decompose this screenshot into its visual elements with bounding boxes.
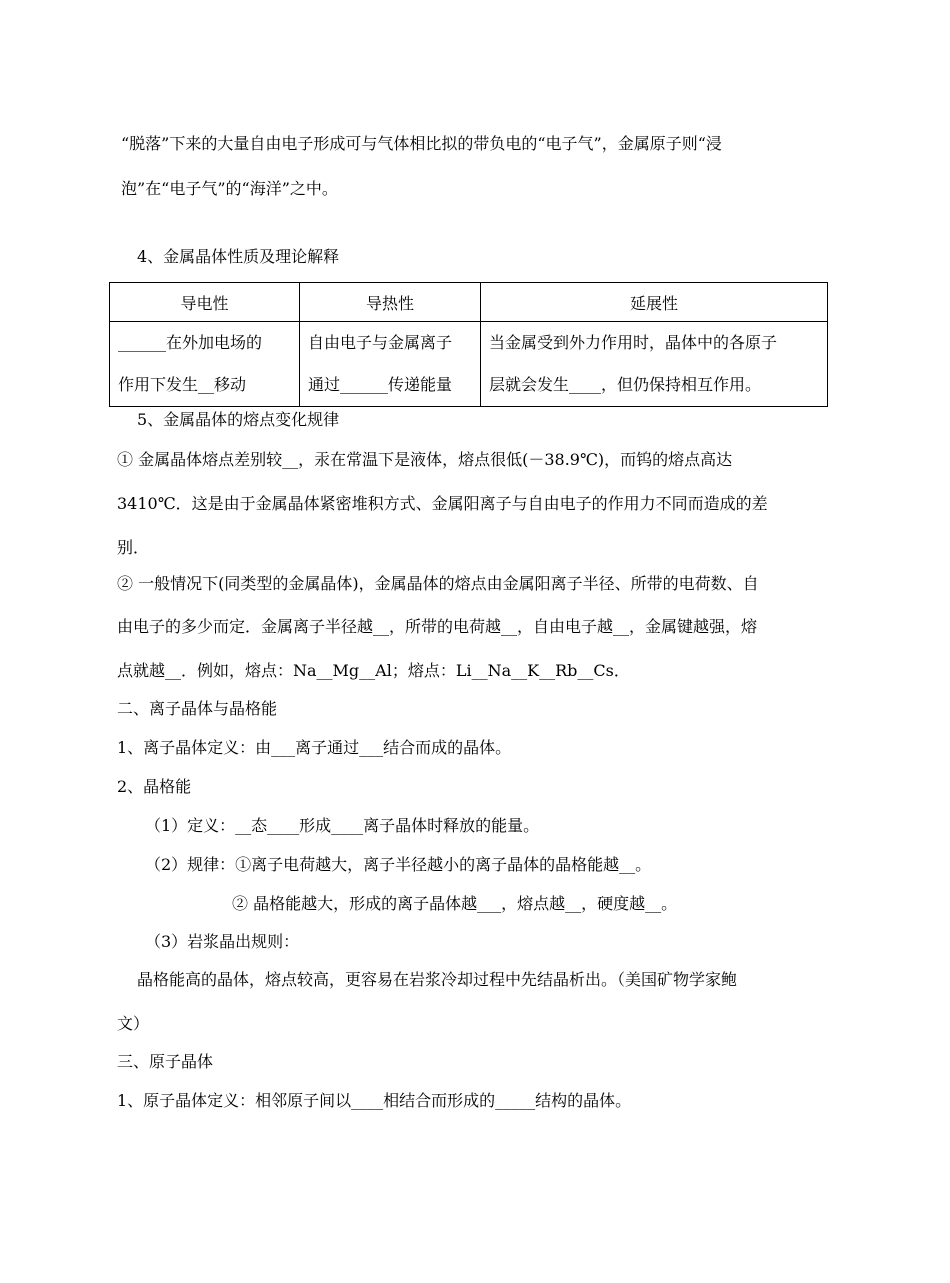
sec5-p2-line-2: 由电子的多少而定．金属离子半径越__，所带的电荷越__，自由电子越__，金属键越强，熔 xyxy=(117,617,758,636)
ionic-crystal-definition: 1、离子晶体定义：由___离子通过___结合而成的晶体。 xyxy=(117,738,512,757)
sec5-p1-line-1: ① 金属晶体熔点差别较__，汞在常温下是液体，熔点很低(－38.9℃)，而钨的熔点高达 xyxy=(117,450,733,469)
magma-rule-line-2: 文） xyxy=(117,1014,150,1033)
section-5-title: 5、金属晶体的熔点变化规律 xyxy=(137,410,340,429)
cell-line: 当金属受到外力作用时，晶体中的各原子 xyxy=(489,333,778,352)
cell-line: 通过______传递能量 xyxy=(308,375,453,394)
cell-thermal xyxy=(300,322,481,407)
sec5-p2-line-3: 点就越__．例如，熔点：Na__Mg__Al；熔点：Li__Na__K__Rb__Cs． xyxy=(117,661,630,680)
lattice-energy-title: 2、晶格能 xyxy=(117,777,192,796)
atomic-crystal-definition: 1、原子晶体定义：相邻原子间以____相结合而形成的_____结构的晶体。 xyxy=(117,1091,632,1110)
cell-line: 层就会发生____，但仍保持相互作用。 xyxy=(489,375,762,394)
cell-line: 自由电子与金属离子 xyxy=(308,333,453,352)
magma-rule-line-1: 晶格能高的晶体，熔点较高，更容易在岩浆冷却过程中先结晶析出。（美国矿物学家鲍 xyxy=(137,970,738,989)
table-header-row xyxy=(110,283,828,322)
lattice-rule-2: ② 晶格能越大，形成的离子晶体越___，熔点越__，硬度越__。 xyxy=(232,894,678,913)
header-conductivity: 导电性 xyxy=(110,283,300,322)
cell-line: 作用下发生__移动 xyxy=(118,375,247,394)
sec5-p2-line-1: ② 一般情况下(同类型的金属晶体)，金属晶体的熔点由金属阳离子半径、所带的电荷数、自 xyxy=(117,574,759,593)
table-row xyxy=(110,322,828,407)
section-4-title: 4、金属晶体性质及理论解释 xyxy=(137,247,340,266)
intro-line-1: “脱落”下来的大量自由电子形成可与气体相比拟的带负电的“电子气”，金属原子则“浸 xyxy=(121,134,722,153)
cell-line: ______在外加电场的 xyxy=(118,333,263,352)
cell-ductility xyxy=(481,322,828,407)
header-ductility: 延展性 xyxy=(481,283,828,322)
part-2-title: 二、离子晶体与晶格能 xyxy=(117,699,278,718)
sec5-p1-line-2: 3410℃．这是由于金属晶体紧密堆积方式、金属阳离子与自由电子的作用力不同而造成的差 xyxy=(117,494,768,513)
cell-conductivity xyxy=(110,322,300,407)
magma-rule-title: （3）岩浆晶出规则： xyxy=(145,932,300,951)
header-thermal: 导热性 xyxy=(300,283,481,322)
lattice-rule-1: （2）规律：①离子电荷越大，离子半径越小的离子晶体的晶格能越__。 xyxy=(145,855,652,874)
part-3-title: 三、原子晶体 xyxy=(117,1052,214,1071)
intro-line-2: 泡”在“电子气”的“海洋”之中。 xyxy=(121,179,338,198)
lattice-definition: （1）定义：__态____形成____离子晶体时释放的能量。 xyxy=(145,816,540,835)
sec5-p1-line-3: 别． xyxy=(117,538,150,557)
metal-properties-table xyxy=(109,282,828,407)
